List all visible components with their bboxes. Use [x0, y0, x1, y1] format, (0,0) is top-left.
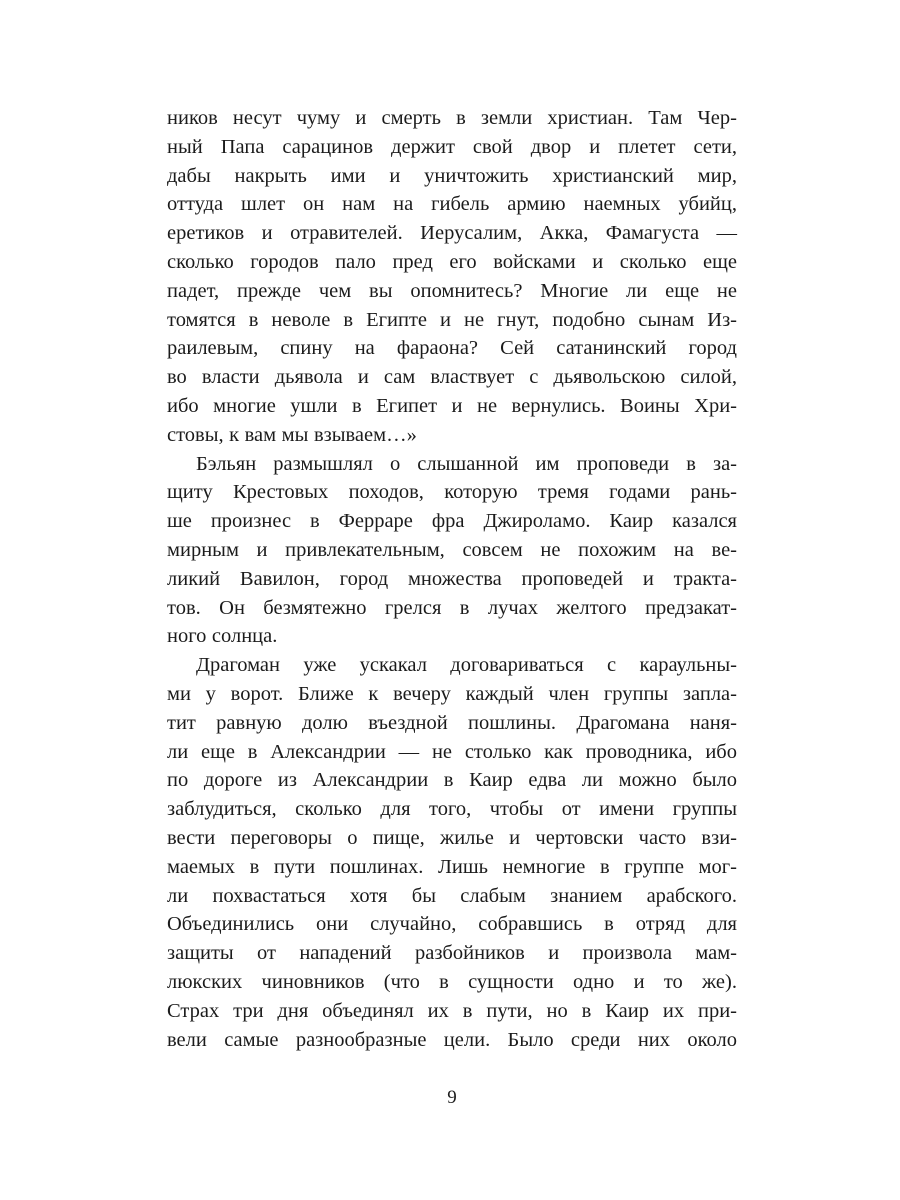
text-line: ли похвастаться хотя бы слабым знанием арабского.: [167, 884, 737, 907]
text-line: вести переговоры о пище, жилье и чертовски часто взи-: [167, 826, 737, 849]
text-line: стовы, к вам мы взываем…»: [167, 423, 417, 446]
text-line: маемых в пути пошлинах. Лишь немногие в группе мог-: [167, 855, 737, 878]
text-line: томятся в неволе в Египте и не гнут, подобно сынам Из-: [167, 308, 737, 331]
text-line: Страх три дня объединял их в пути, но в Каир их при-: [167, 999, 737, 1022]
paragraph: [167, 651, 737, 1054]
text-line: тит равную долю въездной пошлины. Драгомана наня-: [167, 711, 737, 734]
text-line: сколько городов пало пред его войсками и сколько еще: [167, 250, 737, 273]
paragraph: [167, 450, 737, 652]
text-block: [167, 104, 737, 1054]
text-line: мирным и привлекательным, совсем не похожим на ве-: [167, 538, 737, 561]
text-line: вели самые разнообразные цели. Было среди них около: [167, 1028, 737, 1051]
text-line: ного солнца.: [167, 625, 278, 648]
text-line: по дороге из Александрии в Каир едва ли можно было: [167, 769, 737, 792]
text-line: во власти дьявола и сам властвует с дьявольскою силой,: [167, 366, 737, 389]
text-line: еретиков и отравителей. Иерусалим, Акка, Фамагуста —: [167, 222, 737, 245]
text-line: тов. Он безмятежно грелся в лучах желтого предзакат-: [167, 596, 737, 619]
text-line: ликий Вавилон, город множества проповедей и тракта-: [167, 567, 737, 590]
text-line: Бэльян размышлял о слышанной им проповеди в за-: [196, 452, 737, 475]
text-line: падет, прежде чем вы опомнитесь? Многие ли еще не: [167, 279, 737, 302]
text-line: Объединились они случайно, собравшись в отряд для: [167, 913, 737, 936]
text-line: ли еще в Александрии — не столько как проводника, ибо: [167, 740, 737, 763]
text-line: дабы накрыть ими и уничтожить христианский мир,: [167, 164, 737, 187]
text-line: щиту Крестовых походов, которую тремя годами рань-: [167, 481, 737, 504]
text-line: заблудиться, сколько для того, чтобы от имени группы: [167, 798, 737, 821]
text-line: раилевым, спину на фараона? Сей сатанинский город: [167, 337, 737, 360]
paragraph: [167, 104, 737, 450]
text-line: ный Папа сарацинов держит свой двор и плетет сети,: [167, 135, 737, 158]
text-line: оттуда шлет он нам на гибель армию наемных убийц,: [167, 193, 737, 216]
page-number: 9: [447, 1087, 457, 1108]
text-line: ми у ворот. Ближе к вечеру каждый член группы запла-: [167, 682, 737, 705]
text-line: Драгоман уже ускакал договариваться с караульны-: [196, 654, 737, 677]
text-line: ибо многие ушли в Египет и не вернулись. Воины Хри-: [167, 394, 737, 417]
text-line: ников несут чуму и смерть в земли христиан. Там Чер-: [167, 107, 737, 129]
text-line: ше произнес в Ферраре фра Джироламо. Каир казался: [167, 510, 737, 533]
text-line: защиты от нападений разбойников и произвола мам-: [167, 942, 737, 965]
text-line: люкских чиновников (что в сущности одно и то же).: [167, 970, 737, 993]
